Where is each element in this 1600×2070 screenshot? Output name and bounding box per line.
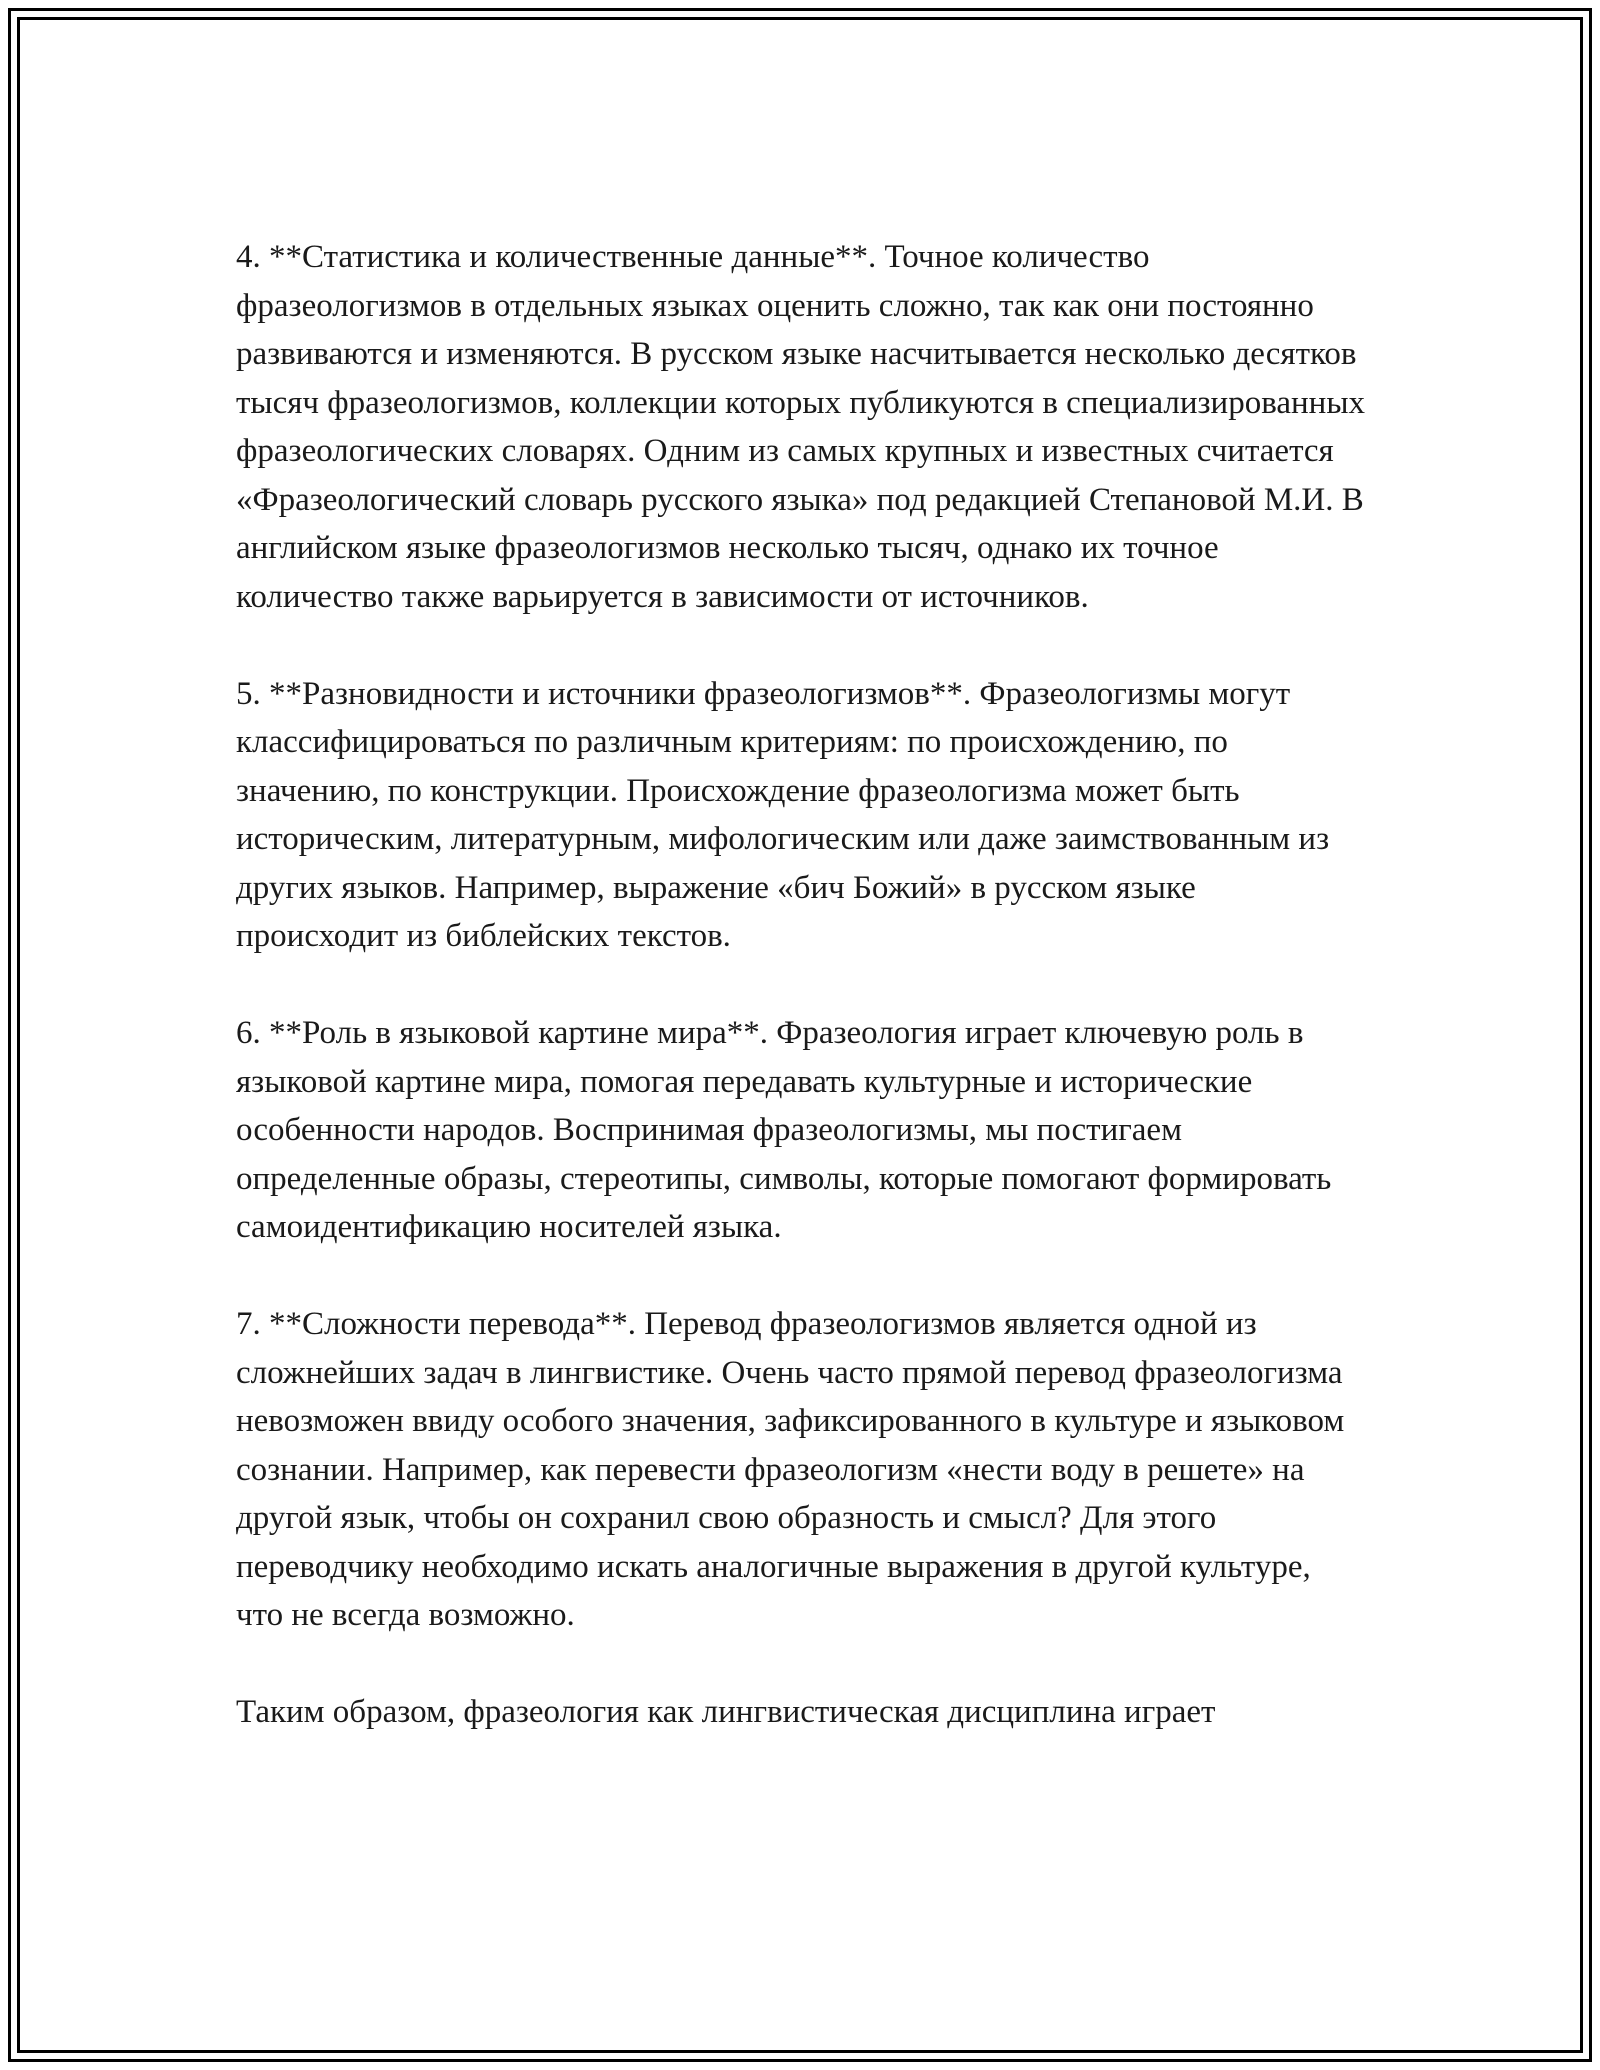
paragraph-translation-difficulties: 7. **Сложности перевода**. Перевод фразеологизмов является одной из сложнейших задач в лингвистике. Очень часто прямой перевод фразеологизма невозможен ввиду особого значения, зафиксированного в культуре и языковом сознании. Например, как перевести фразеологизм «нести воду в решете» на другой язык, чтобы он сохранил свою образность и смысл? Для этого переводчику необходимо искать аналогичные выражения в другой культуре, что не всегда возможно. xyxy=(236,1306,1345,1633)
paragraph-worldview-role: 6. **Роль в языковой картине мира**. Фразеология играет ключевую роль в языковой картине мира, помогая передавать культурные и исторические особенности народов. Воспринимая фразеологизмы, мы постигаем определенные образы, стереотипы, символы, которые помогают формировать самоидентификацию носителей языка. xyxy=(236,1015,1332,1245)
paragraph-conclusion: Таким образом, фразеология как лингвистическая дисциплина играет xyxy=(236,1694,1216,1730)
document-body xyxy=(236,233,1366,1785)
paragraph-statistics: 4. **Статистика и количественные данные**. Точное количество фразеологизмов в отдельных языках оценить сложно, так как они постоянно развиваются и изменяются. В русском языке насчитывается несколько десятков тысяч фразеологизмов, коллекции которых публикуются в специализированных фразеологических словарях. Одним из самых крупных и известных считается «Фразеологический словарь русского языка» под редакцией Степановой М.И. В английском языке фразеологизмов несколько тысяч, однако их точное количество также варьируется в зависимости от источников. xyxy=(236,239,1365,615)
paragraph-varieties-sources: 5. **Разновидности и источники фразеологизмов**. Фразеологизмы могут классифицироваться по различным критериям: по происхождению, по значению, по конструкции. Происхождение фразеологизма может быть историческим, литературным, мифологическим или даже заимствованным из других языков. Например, выражение «бич Божий» в русском языке происходит из библейских текстов. xyxy=(236,675,1330,954)
